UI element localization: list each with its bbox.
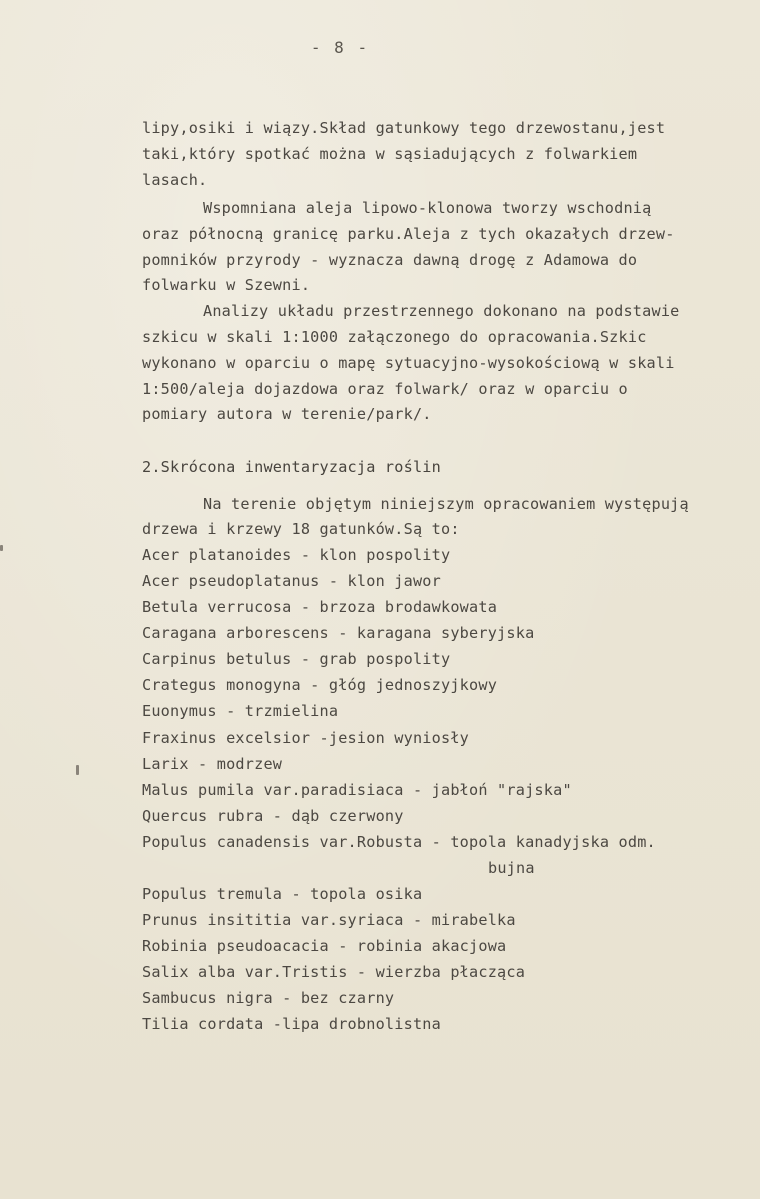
paragraph-2-line-1: Wspomniana aleja lipowo-klonowa tworzy wschodnią [203,199,652,217]
paragraph-1-line-2: taki,który spotkać można w sąsiadujących z folwarkiem [142,145,638,163]
paragraph-3-line-2: szkicu w skali 1:1000 załączonego do opracowania.Szkic [142,328,647,346]
species-item: Caragana arborescens - karagana syberyjska [142,624,535,642]
paragraph-4-line-2: drzewa i krzewy 18 gatunków.Są to: [142,520,460,538]
species-item: Populus tremula - topola osika [142,885,423,903]
species-item: Sambucus nigra - bez czarny [142,989,395,1007]
paragraph-3-line-5: pomiary autora w terenie/park/. [142,405,432,423]
species-item: Acer platanoides - klon pospolity [142,546,451,564]
paragraph-2-line-4: folwarku w Szewni. [142,276,311,294]
species-item: Carpinus betulus - grab pospolity [142,650,451,668]
paragraph-2-line-3: pomników przyrody - wyznacza dawną drogę z Adamowa do [142,251,638,269]
species-item: Populus canadensis var.Robusta - topola kanadyjska odm. [142,833,656,851]
species-item: Crategus monogyna - głóg jednoszyjkowy [142,676,498,694]
paragraph-1-line-1: lipy,osiki i wiązy.Skład gatunkowy tego drzewostanu,jest [142,119,666,137]
species-item: Malus pumila var.paradisiaca - jabłoń "rajska" [142,781,572,799]
species-item: Prunus insititia var.syriaca - mirabelka [142,911,516,929]
species-item-continuation: bujna [488,859,535,877]
species-item: Euonymus - trzmielina [142,702,339,720]
paragraph-3-line-1: Analizy układu przestrzennego dokonano na podstawie [203,302,680,320]
species-item: Fraxinus excelsior -jesion wyniosły [142,729,470,747]
species-item: Tilia cordata -lipa drobnolistna [142,1015,441,1033]
species-item: Acer pseudoplatanus - klon jawor [142,572,441,590]
paragraph-4-line-1: Na terenie objętym niniejszym opracowaniem występują [203,495,689,513]
species-item: Betula verrucosa - brzoza brodawkowata [142,598,498,616]
paper-mark [0,545,3,551]
section-heading: 2.Skrócona inwentaryzacja roślin [142,458,441,476]
species-item: Salix alba var.Tristis - wierzba płacząca [142,963,526,981]
paragraph-1-line-3: lasach. [142,171,208,189]
paragraph-3-line-4: 1:500/aleja dojazdowa oraz folwark/ oraz w oparciu o [142,380,628,398]
paper-mark [76,765,79,775]
page-number: - 8 - [310,38,370,57]
species-item: Quercus rubra - dąb czerwony [142,807,404,825]
paragraph-3-line-3: wykonano w oparciu o mapę sytuacyjno-wysokościową w skali [142,354,675,372]
paragraph-2-line-2: oraz północną granicę parku.Aleja z tych okazałych drzew- [142,225,675,243]
species-item: Robinia pseudoacacia - robinia akacjowa [142,937,507,955]
species-item: Larix - modrzew [142,755,283,773]
